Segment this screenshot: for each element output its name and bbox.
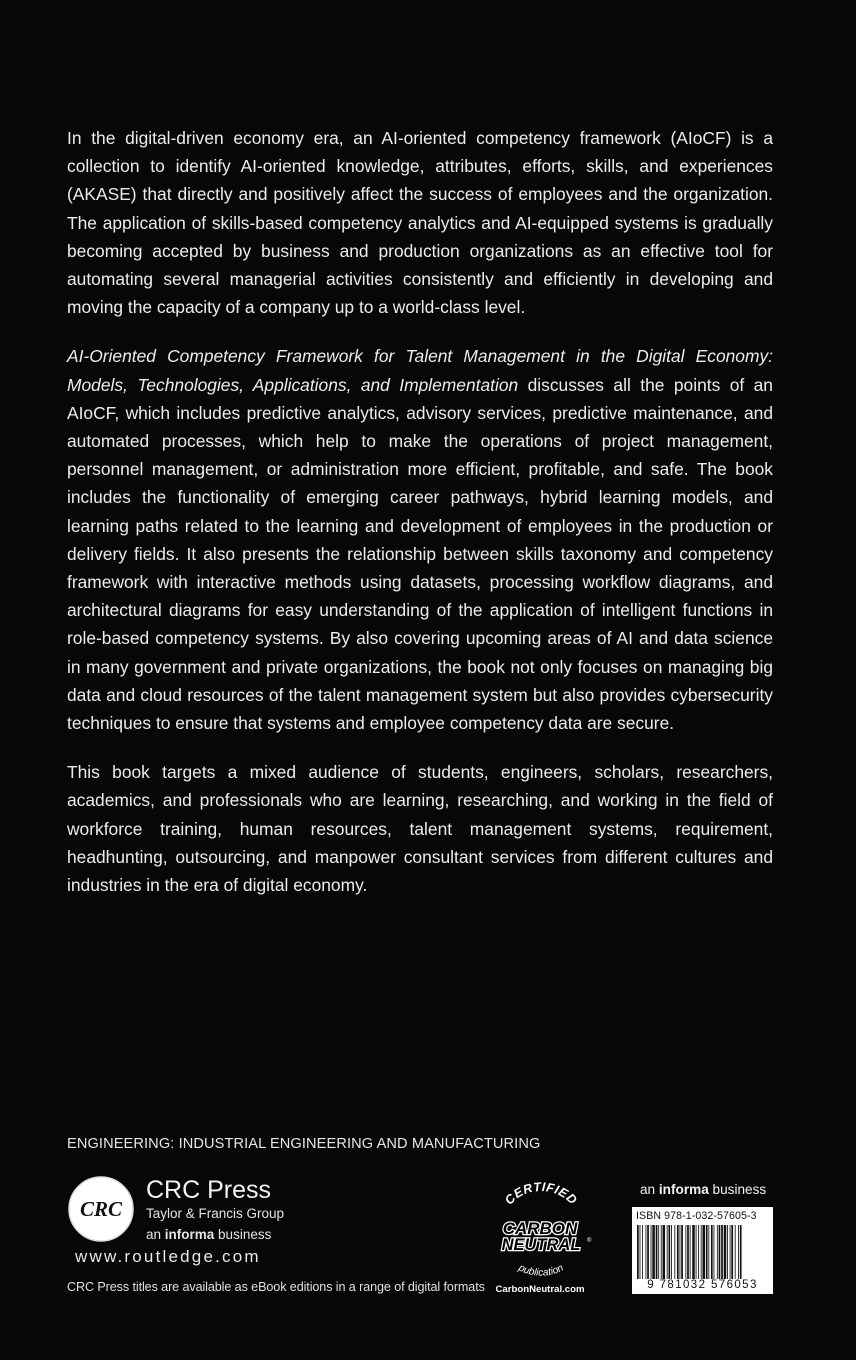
- back-cover-blurb: [67, 124, 773, 920]
- barcode-bars-icon: [635, 1225, 770, 1281]
- informa-right-prefix: an: [640, 1182, 659, 1197]
- blurb-paragraph-1: [67, 124, 773, 321]
- carbon-site-text: CarbonNeutral.com: [495, 1284, 585, 1295]
- blurb-p3-text: This book targets a mixed audience of students, engineers, scholars, researchers, academics, and professionals who are learning, researching, and working in the field of workforce training, human resources, talent management systems, requirement, headhunting, outsourcing, and manpower consultant services from different cultures and industries in the era of digital economy.: [67, 762, 773, 896]
- subject-category: ENGINEERING: INDUSTRIAL ENGINEERING AND MANUFACTURING: [67, 1136, 541, 1152]
- informa-right-suffix: business: [708, 1182, 767, 1197]
- isbn-text: ISBN 978-1-032-57605-3: [636, 1210, 757, 1222]
- blurb-p2-text: discusses all the points of an AIoCF, which includes predictive analytics, advisory services, predictive maintenance, and automated processes, which help to make the operations of project management, personnel management, or administration more efficient, profitable, and safe. The book includes the functionality of emerging career pathways, hybrid learning models, and learning paths related to the learning and development of employees in the production or delivery fields. It also presents the relationship between skills taxonomy and competency framework with interactive methods using datasets, processing workflow diagrams, and architectural diagrams for easy understanding of the application of intelligent functions in role-based competency systems. By also covering upcoming areas of AI and data science in many government and private organizations, the book not only focuses on managing big data and cloud resources of the talent management system but also provides cybersecurity techniques to ensure that systems and employee competency data are secure.: [67, 374, 773, 734]
- svg-text:®: ®: [587, 1238, 592, 1244]
- book-title-italic: AI-Oriented Competency Framework for Talent Management in the Digital Economy: Models, Technologies, Applications, and Implementation: [67, 346, 773, 395]
- isbn-barcode: [632, 1207, 773, 1294]
- crc-press-logo-icon: [67, 1175, 135, 1243]
- carbon-carbon-text: CARBON: [502, 1219, 578, 1238]
- barcode-digits: 9 781032 576053: [635, 1279, 770, 1291]
- blurb-paragraph-2: [67, 342, 773, 737]
- carbon-certified-text: CERTIFIED: [502, 1179, 580, 1208]
- crc-logo-text: CRC: [79, 1197, 123, 1221]
- publisher-informa: [146, 1227, 271, 1242]
- informa-business-label: [640, 1182, 766, 1197]
- informa-suffix: business: [214, 1227, 272, 1242]
- informa-right-bold: informa: [658, 1182, 709, 1197]
- carbon-publication-text: publication: [516, 1262, 566, 1279]
- publisher-group: Taylor & Francis Group: [146, 1206, 285, 1221]
- informa-bold: informa: [164, 1227, 215, 1242]
- publisher-website: www.routledge.com: [75, 1247, 261, 1266]
- ebook-note: CRC Press titles are available as eBook editions in a range of digital formats: [67, 1280, 485, 1294]
- blurb-paragraph-3: [67, 758, 773, 899]
- blurb-p1-text: In the digital-driven economy era, an AI-oriented competency framework (AIoCF) is a collection to identify AI-oriented knowledge, attributes, efforts, skills, and experiences (AKASE) that directly and positively affect the success of employees and the organization. The application of skills-based competency analytics and AI-equipped systems is gradually becoming accepted by business and production organizations as an effective tool for automating several managerial activities consistently and efficiently in developing and moving the capacity of a company up to a world-class level.: [67, 128, 773, 318]
- publisher-name: CRC Press: [146, 1176, 272, 1204]
- informa-prefix: an: [146, 1227, 165, 1242]
- carbon-neutral-text: NEUTRAL: [501, 1236, 581, 1254]
- carbon-neutral-badge-icon: [484, 1178, 596, 1298]
